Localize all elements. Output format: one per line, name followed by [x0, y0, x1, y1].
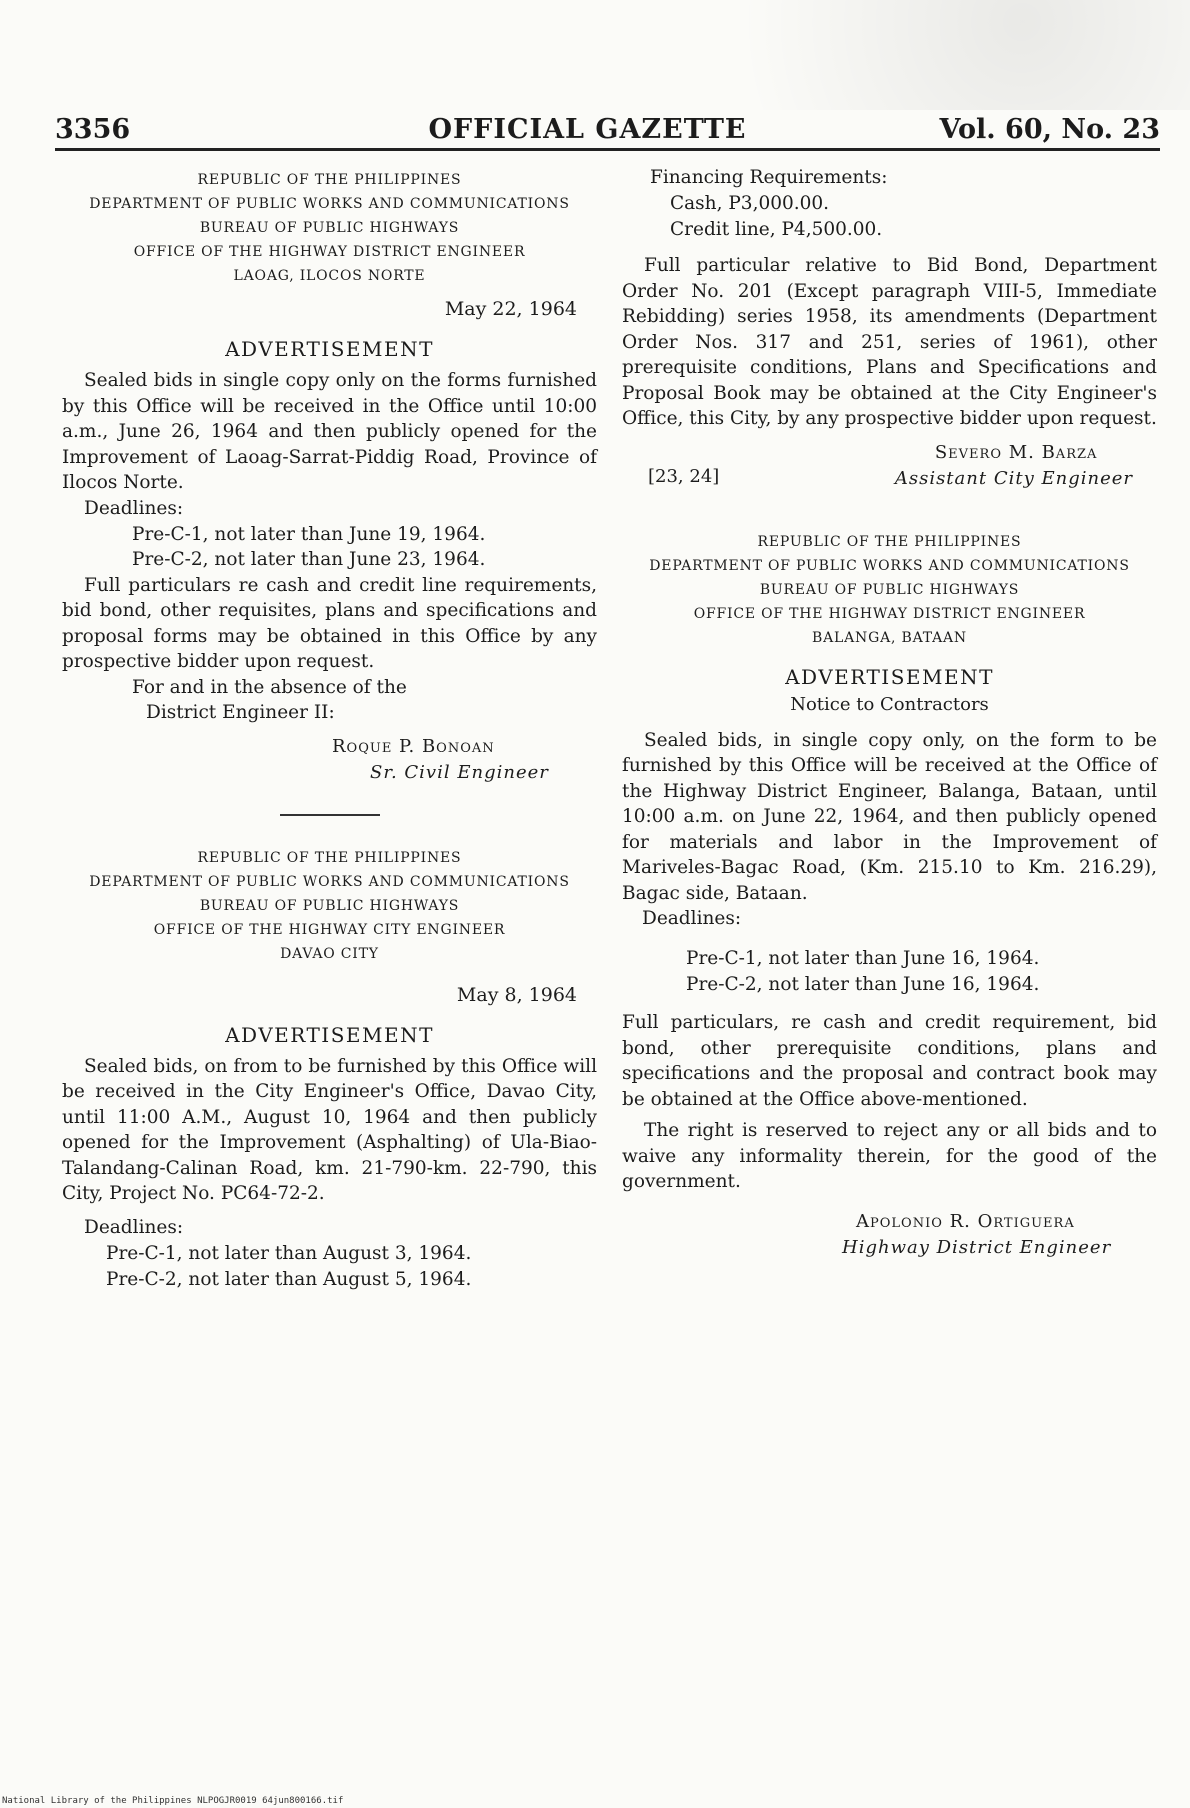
- ad3-heading-line: DEPARTMENT OF PUBLIC WORKS AND COMMUNICATIONS: [649, 557, 1130, 574]
- ad3-deadline-1: Pre-C-1, not later than June 16, 1964.: [686, 948, 1040, 969]
- ad1-title: ADVERTISEMENT: [225, 337, 434, 361]
- ad3-title: ADVERTISEMENT: [785, 664, 994, 689]
- left-column: [62, 168, 597, 1293]
- ad2-signatory-name: Severo M. Barza: [934, 441, 1098, 463]
- ad2-issue-numbers: [23, 24]: [648, 465, 720, 487]
- ad3-paragraph-2: Full particulars, re cash and credit requirement, bid bond, other prerequisite conditions, plans and specifications and the proposal and contract book may be obtained at the Office above-mentioned.: [622, 1012, 1157, 1110]
- ad3-heading: [622, 530, 1157, 650]
- ad1-deadlines-label: Deadlines:: [84, 497, 184, 519]
- ad1-date: May 22, 1964: [444, 298, 577, 320]
- ad3-paragraph-3: The right is reserved to reject any or all bids and to waive any informality therein, for the good of the government.: [622, 1120, 1157, 1192]
- ad1-heading: [62, 168, 597, 288]
- page-header: [55, 95, 1160, 145]
- ad2-heading-line: DAVAO CITY: [280, 945, 379, 962]
- ad2-paragraph-2: Full particular relative to Bid Bond, Department Order No. 201 (Except paragraph VIII-5, Immediate Rebidding) series 1958, its amendments (Department Order Nos. 317 and 251, series of 1961), other prerequisite conditions, Plans and Specifications and Proposal Book may be obtained at the City Engineer's Office, this City, by any prospective bidder upon request.: [622, 255, 1157, 429]
- ad3-signatory-role: Highway District Engineer: [842, 1236, 1112, 1258]
- ad3-signature: [622, 1209, 1157, 1261]
- page-number: 3356: [55, 114, 131, 145]
- ad1-absence-line-1: For and in the absence of the: [132, 676, 407, 698]
- ad1-signature: [62, 734, 597, 786]
- ad1-deadline-1: Pre-C-1, not later than June 19, 1964.: [132, 523, 486, 545]
- ad2-heading-line: BUREAU OF PUBLIC HIGHWAYS: [199, 897, 460, 914]
- header-rule: [55, 148, 1160, 151]
- ad3-heading-line: REPUBLIC OF THE PHILIPPINES: [757, 533, 1022, 550]
- ad3-heading-line: OFFICE OF THE HIGHWAY DISTRICT ENGINEER: [693, 605, 1086, 622]
- ad2-paragraph-1: Sealed bids, on from to be furnished by this Office will be received in the City Engineer's Office, Davao City, until 11:00 A.M., August 10, 1964 and then publicly opened for the Improvement (Asphalting) of Ula-Biao-Talandang-Calinan Road, km. 21-790-km. 22-790, this City, Project No. PC64-72-2.: [62, 1055, 597, 1204]
- ad1-signatory-role: Sr. Civil Engineer: [370, 761, 549, 783]
- ad2-heading-line: OFFICE OF THE HIGHWAY CITY ENGINEER: [153, 921, 506, 938]
- ad2-title: ADVERTISEMENT: [225, 1022, 434, 1047]
- ad1-paragraph-2: Full particulars re cash and credit line requirements, bid bond, other requisites, plans and specifications and proposal forms may be obtained in this Office by any prospective bidder upon request.: [62, 574, 597, 672]
- ad1-deadline-2: Pre-C-2, not later than June 23, 1964.: [132, 549, 486, 570]
- ad3-heading-line: BALANGA, BATAAN: [812, 629, 967, 646]
- ad1-heading-line: BUREAU OF PUBLIC HIGHWAYS: [199, 220, 460, 236]
- ad2-heading: [62, 846, 597, 966]
- ad3-deadline-2: Pre-C-2, not later than June 16, 1964.: [686, 974, 1040, 995]
- publication-title: OFFICIAL GAZETTE: [428, 114, 747, 145]
- scan-speckle: [630, 0, 1190, 110]
- ad2-financing-label: Financing Requirements:: [650, 167, 888, 188]
- ad3-paragraph-1: Sealed bids, in single copy only, on the form to be furnished by this Office will be received at the Office of the Highway District Engineer, Balanga, Bataan, until 10:00 a.m. on June 22, 1964, and then publicly opened for materials and labor in the Improvement of Mariveles-Bagac Road, (Km. 215.10 to Km. 216.29), Bagac side, Bataan.: [622, 729, 1157, 904]
- scan-source-label: National Library of the Philippines NLPOGJR0019 64jun800166.tif: [2, 1796, 344, 1806]
- ad2-heading-line: REPUBLIC OF THE PHILIPPINES: [197, 849, 462, 866]
- volume-number: Vol. 60, No. 23: [939, 114, 1160, 145]
- right-column: [622, 165, 1157, 1261]
- ad3-heading-line: BUREAU OF PUBLIC HIGHWAYS: [759, 581, 1020, 598]
- ad1-heading-line: DEPARTMENT OF PUBLIC WORKS AND COMMUNICATIONS: [89, 196, 570, 212]
- ad2-deadlines-label: Deadlines:: [84, 1216, 184, 1238]
- ad2-credit: Credit line, P4,500.00.: [670, 219, 883, 240]
- ad2-signature: [622, 440, 1157, 492]
- ad3-subtitle: Notice to Contractors: [790, 693, 989, 715]
- ad3-signatory-name: Apolonio R. Ortiguera: [856, 1210, 1075, 1232]
- ad1-heading-line: LAOAG, ILOCOS NORTE: [233, 268, 426, 284]
- ad1-paragraph-1: Sealed bids in single copy only on the forms furnished by this Office will be received in the Office until 10:00 a.m., June 26, 1964 and then publicly opened for the Improvement of Laoag-Sarrat-Piddig Road, Province of Ilocos Norte.: [62, 370, 597, 493]
- ad2-cash: Cash, P3,000.00.: [670, 193, 830, 214]
- ad1-signatory-name: Roque P. Bonoan: [332, 735, 495, 757]
- ad3-deadlines-label: Deadlines:: [642, 908, 742, 929]
- ad2-deadline-2: Pre-C-2, not later than August 5, 1964.: [106, 1268, 472, 1290]
- ad2-deadline-1: Pre-C-1, not later than August 3, 1964.: [106, 1242, 472, 1264]
- ad2-signatory-role: Assistant City Engineer: [894, 467, 1133, 489]
- section-separator: [280, 814, 380, 816]
- ad2-heading-line: DEPARTMENT OF PUBLIC WORKS AND COMMUNICATIONS: [89, 873, 570, 890]
- ad2-date: May 8, 1964: [456, 983, 577, 1006]
- ad1-heading-line: OFFICE OF THE HIGHWAY DISTRICT ENGINEER: [133, 244, 526, 260]
- ad1-absence-line-2: District Engineer II:: [146, 702, 335, 723]
- ad1-heading-line: REPUBLIC OF THE PHILIPPINES: [197, 172, 462, 188]
